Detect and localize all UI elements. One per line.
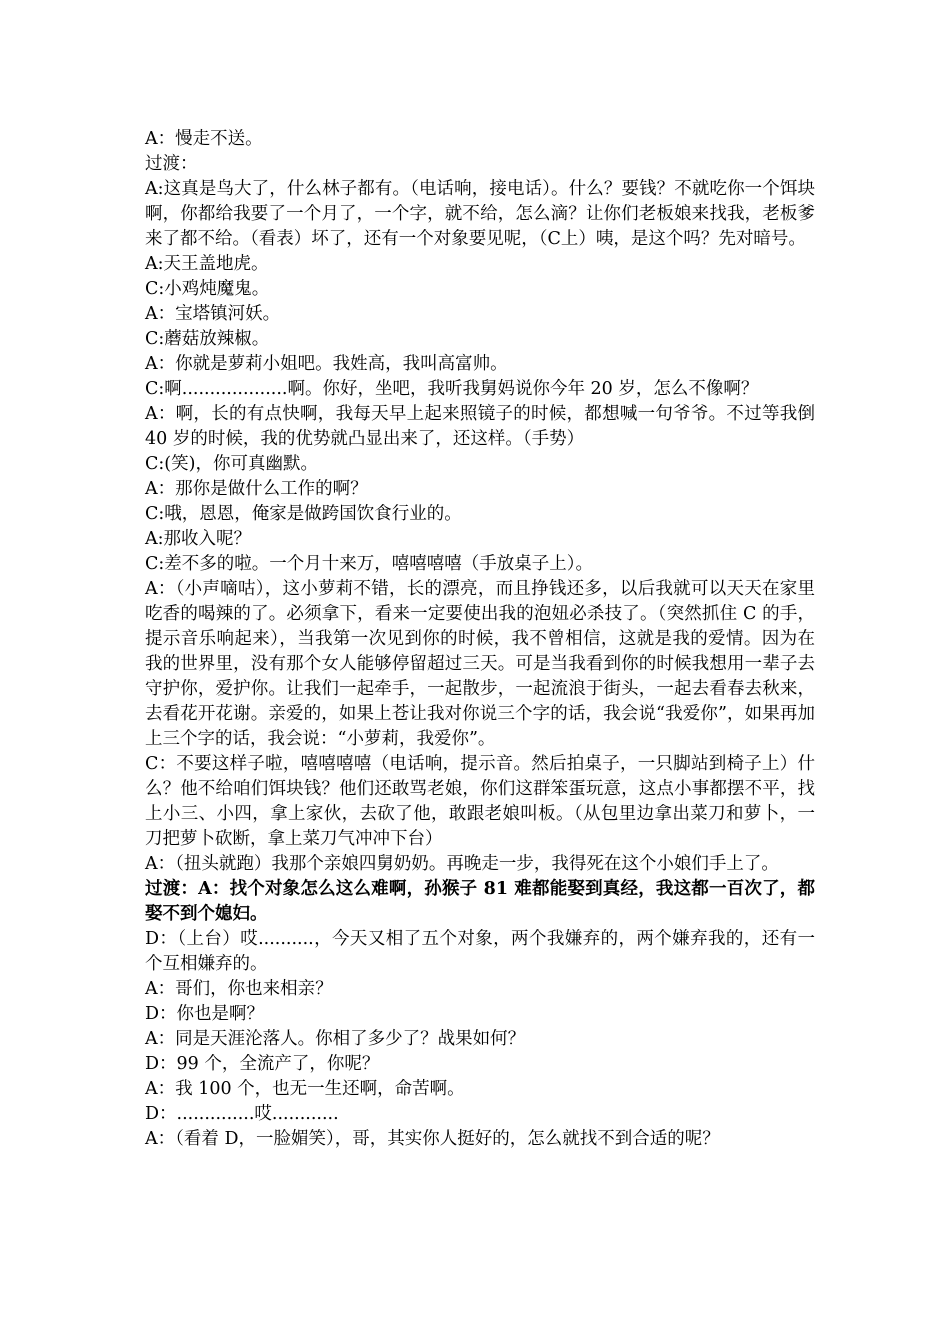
script-line: A：哥们，你也来相亲？ — [145, 979, 333, 999]
script-line: A:这真是鸟大了，什么林子都有。（电话响，接电话）。什么？要钱？不就吃你一个饵块啊，你都给我要了一个月了，一个字，就不给，怎么滴？让你们老板娘来找我，老板爹来了都不给。（看表）坏了，还有一个对象要见呢，（C上）咦，是这个吗？先对暗号。 — [145, 179, 815, 249]
script-line: C:啊...................啊。你好，坐吧，我听我舅妈说你今年 20 岁，怎么不像啊？ — [145, 379, 759, 399]
transition-heading: 过渡：A：找个对象怎么这么难啊，孙猴子 81 难都能娶到真经，我这都一百次了，都娶不到个媳妇。 — [145, 879, 815, 924]
script-line: A：宝塔镇河妖。 — [145, 304, 281, 324]
script-line: D：（上台）哎..........，今天又相了五个对象，两个我嫌弃的，两个嫌弃我的，还有一个互相嫌弃的。 — [145, 929, 815, 974]
script-line: C:蘑菇放辣椒。 — [145, 329, 270, 349]
script-line: A:天王盖地虎。 — [145, 254, 269, 274]
script-text-body — [145, 127, 815, 1152]
script-line: C:小鸡炖魔鬼。 — [145, 279, 270, 299]
script-line: A：同是天涯沦落人。你相了多少了？战果如何？ — [145, 1029, 526, 1049]
script-line: A：慢走不送。 — [145, 129, 263, 149]
script-line: C:哦，恩恩，俺家是做跨国饮食行业的。 — [145, 504, 462, 524]
script-line: C：不要这样子啦，嘻嘻嘻嘻（电话响，提示音。然后拍桌子，一只脚站到椅子上）什么？他不给咱们饵块钱？他们还敢骂老娘，你们这群笨蛋玩意，这点小事都摆不平，找上小三、小四，拿上家伙，去砍了他，敢跟老娘叫板。（从包里边拿出菜刀和萝卜，一刀把萝卜砍断，拿上菜刀气冲冲下台） — [145, 754, 815, 849]
script-line: A：（扭头就跑）我那个亲娘四舅奶奶。再晚走一步，我得死在这个小娘们手上了。 — [145, 854, 779, 874]
script-line: A:那收入呢？ — [145, 529, 252, 549]
script-line: A：我 100 个，也无一生还啊，命苦啊。 — [145, 1079, 465, 1099]
script-line: D：你也是啊？ — [145, 1004, 265, 1024]
script-line: D：..............哎............ — [145, 1104, 339, 1124]
script-line: A：那你是做什么工作的啊？ — [145, 479, 368, 499]
script-line: D：99 个，全流产了，你呢？ — [145, 1054, 380, 1074]
script-line: A：你就是萝莉小姐吧。我姓高，我叫高富帅。 — [145, 354, 508, 374]
script-line: A：（看着 D，一脸媚笑），哥，其实你人挺好的，怎么就找不到合适的呢？ — [145, 1129, 720, 1149]
script-line: C:(笑)，你可真幽默。 — [145, 454, 318, 474]
script-line: A：（小声嘀咕），这小萝莉不错，长的漂亮，而且挣钱还多，以后我就可以天天在家里吃香的喝辣的了。必须拿下，看来一定要使出我的泡妞必杀技了。（突然抓住 C 的手，提示音乐响起来），当我第一次见到你的时候，我不曾相信，这就是我的爱情。因为在我的世界里，没有那个女人能够停留超过三天。可是当我看到你的时候我想用一辈子去守护你，爱护你。让我们一起牵手，一起散步，一起流浪于街头，一起去看春去秋来，去看花开花谢。亲爱的，如果上苍让我对你说三个字的话，我会说“我爱你”，如果再加上三个字的话，我会说：“小萝莉，我爱你”。 — [145, 579, 815, 749]
script-line: A：啊，长的有点快啊，我每天早上起来照镜子的时候，都想喊一句爷爷。不过等我倒 40 岁的时候，我的优势就凸显出来了，还这样。（手势） — [145, 404, 815, 449]
script-line: 过渡： — [145, 154, 198, 174]
script-line: C:差不多的啦。一个月十来万，嘻嘻嘻嘻（手放桌子上）。 — [145, 554, 594, 574]
